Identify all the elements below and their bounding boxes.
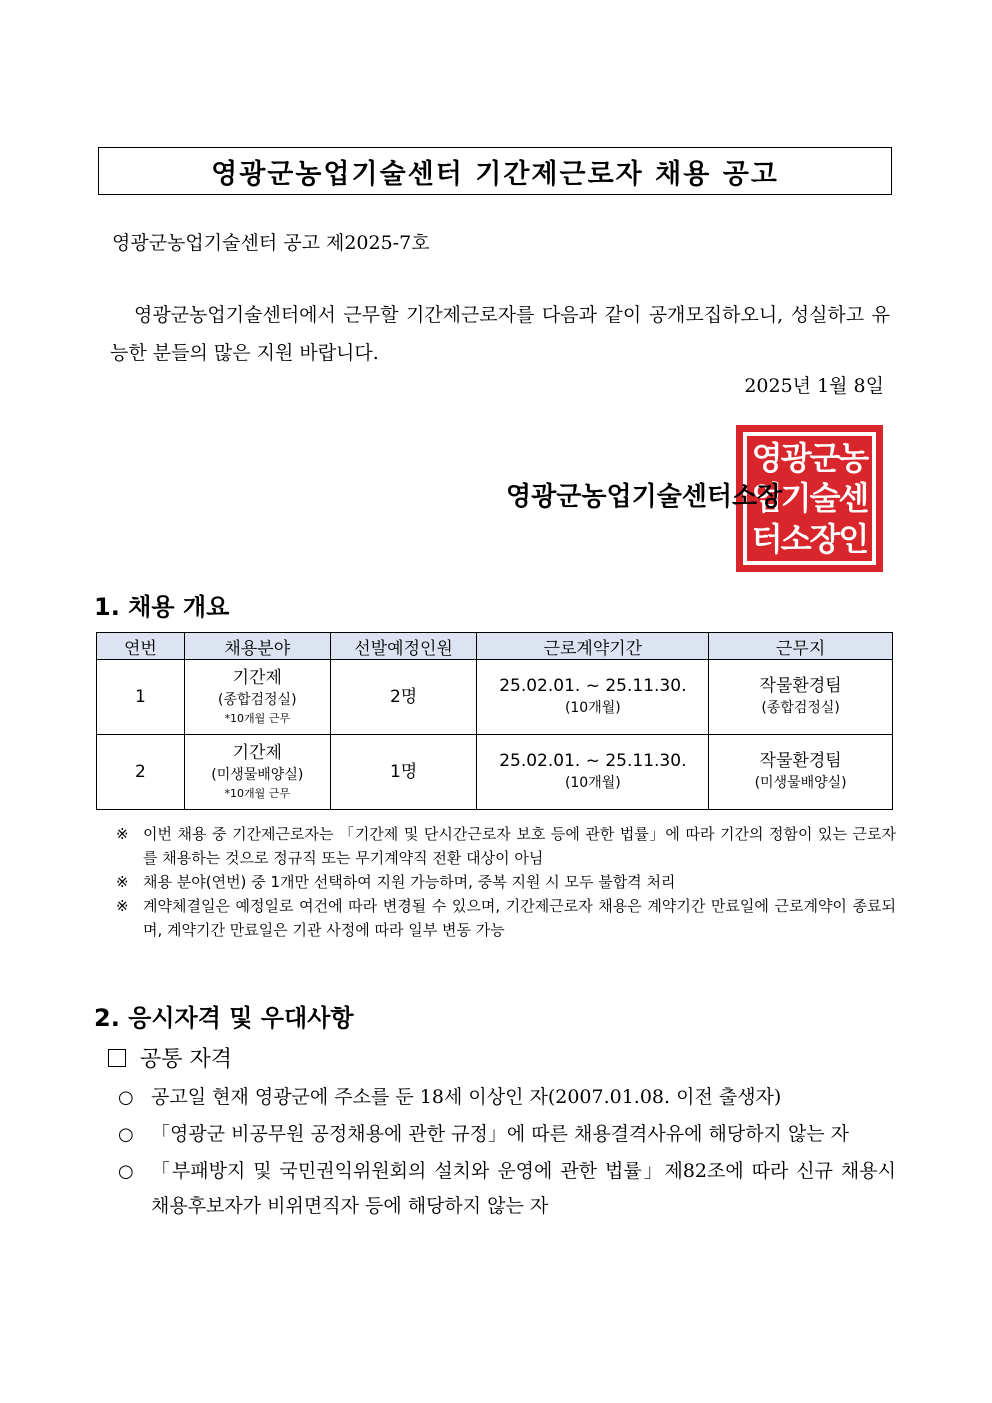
table-row	[97, 660, 893, 735]
workplace-sub: (종합검정실)	[761, 700, 840, 716]
circle-bullet-icon: ○	[118, 1161, 134, 1182]
notes-list	[116, 822, 896, 942]
workplace-cell	[709, 660, 893, 735]
page-title: 영광군농업기술센터 기간제근로자 채용 공고	[98, 147, 892, 195]
note-text: 채용 분야(연번) 중 1개만 선택하여 지원 가능하며, 중복 지원 시 모두 불합격 처리	[143, 873, 676, 891]
subhead-text: 공통 자격	[140, 1047, 233, 1072]
workplace: 작물환경팀	[759, 751, 842, 771]
table-row	[97, 735, 893, 810]
list-item	[118, 1117, 896, 1152]
column-header: 선발예정인원	[330, 633, 477, 660]
note-item	[116, 870, 896, 894]
contract-period: 25.02.01. ~ 25.11.30.	[499, 676, 687, 696]
contract-duration: (10개월)	[564, 700, 621, 716]
recruitment-table	[96, 632, 893, 810]
section-title-overview: 1. 채용 개요	[94, 593, 230, 621]
reference-mark: ※	[116, 873, 129, 891]
field-cell	[184, 735, 330, 810]
checkbox-square-icon	[108, 1049, 126, 1067]
column-header: 연번	[97, 633, 185, 660]
column-header: 근무지	[709, 633, 893, 660]
qualification-text: 공고일 현재 영광군에 주소를 둔 18세 이상인 자(2007.01.08. 이전 출생자)	[151, 1086, 782, 1108]
seal-row: 업기술센	[751, 479, 868, 518]
seal-row: 터소장인	[751, 519, 868, 558]
field-cell	[184, 660, 330, 735]
field-main: 기간제	[232, 743, 282, 763]
column-header: 근로계약기간	[477, 633, 709, 660]
note-text: 계약체결일은 예정일로 여건에 따라 변경될 수 있으며, 기간제근로자 채용은 계약기간 만료일에 근로계약이 종료되며, 계약기간 만료일은 기관 사정에 따라 일부 변동 가능	[143, 897, 896, 939]
table-header-row	[97, 633, 893, 660]
qualifications-list	[118, 1080, 896, 1226]
list-item	[118, 1154, 896, 1224]
workplace-cell	[709, 735, 893, 810]
row-number: 1	[97, 660, 185, 735]
intro-paragraph	[110, 296, 890, 372]
reference-mark: ※	[116, 825, 129, 843]
headcount: 2명	[330, 660, 477, 735]
period-cell	[477, 660, 709, 735]
issuer-name: 영광군농업기술센터소장	[506, 482, 783, 512]
workplace-sub: (미생물배양실)	[754, 775, 847, 791]
note-item	[116, 822, 896, 870]
note-text: 이번 채용 중 기간제근로자는 「기간제 및 단시간근로자 보호 등에 관한 법률」에 따라 기간의 정함이 있는 근로자를 채용하는 것으로 정규직 또는 무기계약직 전환 대상이 아님	[143, 825, 896, 867]
seal-row: 영광군농	[751, 439, 868, 478]
field-main: 기간제	[232, 668, 282, 688]
period-cell	[477, 735, 709, 810]
circle-bullet-icon: ○	[118, 1087, 134, 1108]
section-title-qualifications: 2. 응시자격 및 우대사항	[94, 1004, 354, 1032]
common-qualifications-heading	[108, 1042, 232, 1073]
qualification-text: 「부패방지 및 국민권익위원회의 설치와 운영에 관한 법률」제82조에 따라 신규 채용시 채용후보자가 비위면직자 등에 해당하지 않는 자	[151, 1160, 896, 1217]
field-sub: (종합검정실)	[218, 692, 297, 708]
reference-mark: ※	[116, 897, 129, 915]
intro-text: 영광군농업기술센터에서 근무할 기간제근로자를 다음과 같이 공개모집하오니, 성실하고 유능한 분들의 많은 지원 바랍니다.	[110, 304, 890, 364]
qualification-text: 「영광군 비공무원 공정채용에 관한 규정」에 따른 채용결격사유에 해당하지 않는 자	[151, 1123, 850, 1145]
field-note: *10개월 근무	[224, 712, 291, 725]
column-header: 채용분야	[184, 633, 330, 660]
note-item	[116, 894, 896, 942]
row-number: 2	[97, 735, 185, 810]
contract-duration: (10개월)	[564, 775, 621, 791]
workplace: 작물환경팀	[759, 676, 842, 696]
notice-date: 2025년 1월 8일	[744, 375, 884, 397]
headcount: 1명	[330, 735, 477, 810]
field-note: *10개월 근무	[224, 787, 291, 800]
field-sub: (미생물배양실)	[211, 767, 304, 783]
contract-period: 25.02.01. ~ 25.11.30.	[499, 751, 687, 771]
notice-number: 영광군농업기술센터 공고 제2025-7호	[112, 232, 430, 254]
circle-bullet-icon: ○	[118, 1124, 134, 1145]
list-item	[118, 1080, 896, 1115]
